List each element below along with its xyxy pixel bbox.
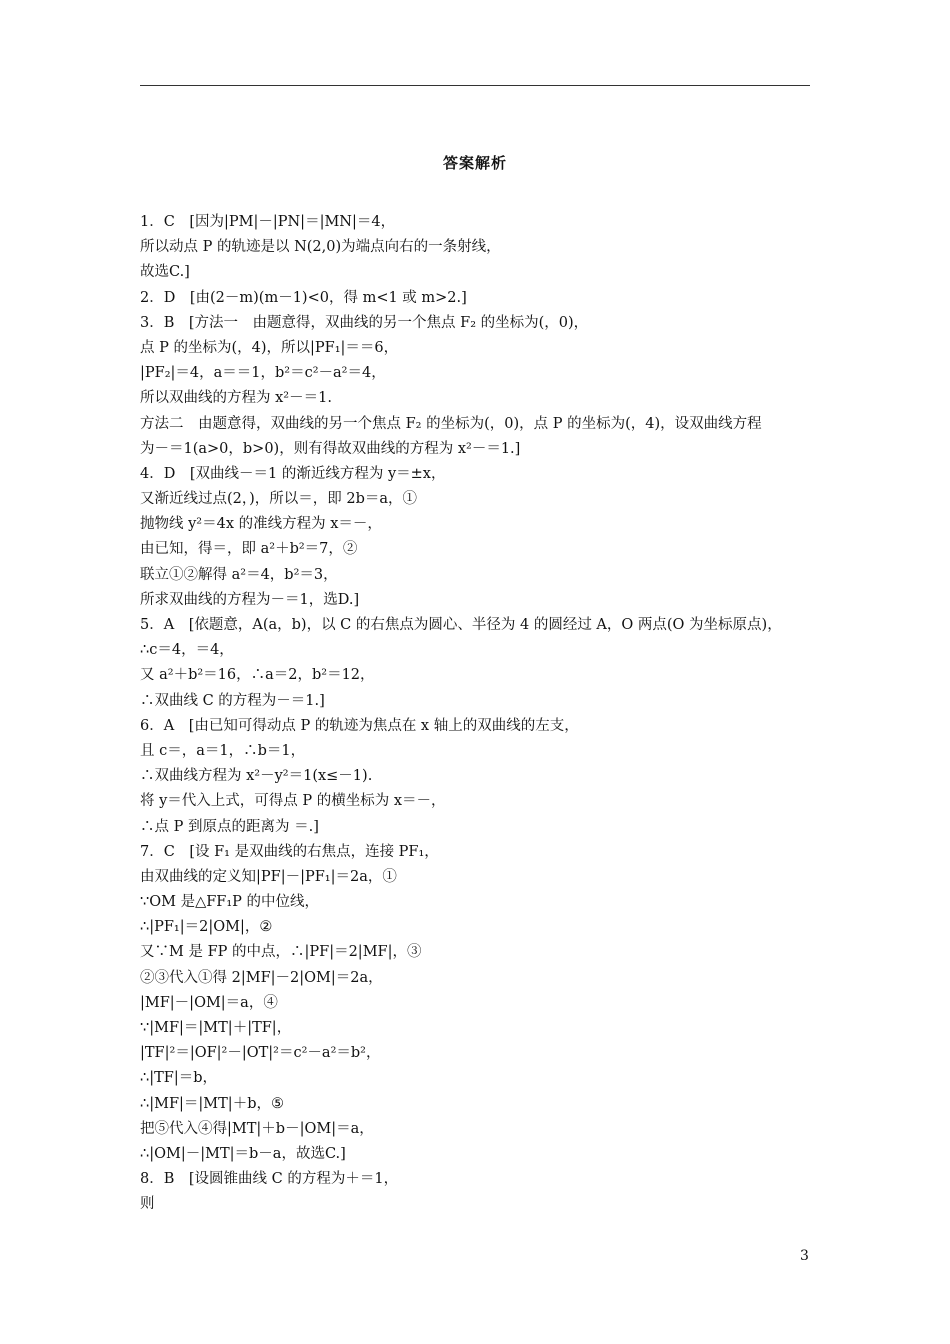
page-number: 3 xyxy=(800,1248,809,1264)
text-line: 又∵M 是 FP 的中点，∴|PF|＝2|MF|，③ xyxy=(140,944,422,961)
text-line: 抛物线 y²＝4x 的准线方程为 x＝－， xyxy=(140,516,382,533)
text-line: ∴|PF₁|＝2|OM|，② xyxy=(140,919,273,936)
text-line: 且 c＝，a＝1，∴b＝1， xyxy=(140,742,306,759)
text-line: 为－＝1(a>0，b>0)，则有得故双曲线的方程为 x²－＝1.] xyxy=(140,440,521,457)
text-line: 联立①②解得 a²＝4，b²＝3， xyxy=(140,566,338,583)
text-line: ∵|MF|＝|MT|＋|TF|， xyxy=(140,1020,292,1036)
text-line: ∴|TF|＝b， xyxy=(140,1070,218,1087)
text-line: ∴点 P 到原点的距离为 ＝.] xyxy=(140,818,319,835)
header-rule xyxy=(140,85,810,86)
text-line: 又渐近线过点(2，)，所以＝，即 2b＝a，① xyxy=(140,491,418,508)
text-line: 由已知，得＝，即 a²＋b²＝7，② xyxy=(140,541,358,558)
document-title: 答案解析 xyxy=(442,154,507,172)
text-line: 7．C [设 F₁ 是双曲线的右焦点，连接 PF₁， xyxy=(140,843,439,860)
text-line: |TF|²＝|OF|²－|OT|²＝c²－a²＝b²， xyxy=(140,1045,381,1062)
text-line: 所求双曲线的方程为－＝1，选D.] xyxy=(140,591,360,608)
text-line: 所以双曲线的方程为 x²－＝1. xyxy=(140,390,332,407)
text-line: |MF|－|OM|＝a，④ xyxy=(140,994,278,1011)
text-line: 故选C.] xyxy=(140,264,190,281)
text-line: 点 P 的坐标为(，4)，所以|PF₁|＝＝6， xyxy=(140,339,399,356)
text-line: 方法二 由题意得，双曲线的另一个焦点 F₂ 的坐标为(，0)，点 P 的坐标为(，4)，设双曲线方程 xyxy=(140,415,762,432)
text-line: 由双曲线的定义知|PF|－|PF₁|＝2a，① xyxy=(140,868,397,885)
text-line: 6．A [由已知可得动点 P 的轨迹为焦点在 x 轴上的双曲线的左支， xyxy=(140,717,579,734)
text-line: ②③代入①得 2|MF|－2|OM|＝2a， xyxy=(140,969,383,986)
text-line: 5．A [依题意，A(a，b)，以 C 的右焦点为圆心、半径为 4 的圆经过 A，O 两点(O 为坐标原点)， xyxy=(140,617,782,633)
text-line: ∵OM 是△FF₁P 的中位线， xyxy=(140,894,320,911)
text-line: ∴c＝4，＝4， xyxy=(140,642,234,659)
text-line: ∴|MF|＝|MT|＋b，⑤ xyxy=(140,1095,284,1112)
text-line: 2．D [由(2－m)(m－1)<0，得 m<1 或 m>2.] xyxy=(140,289,467,306)
text-line: ∴|OM|－|MT|＝b－a，故选C.] xyxy=(140,1145,346,1162)
text-line: 所以动点 P 的轨迹是以 N(2,0)为端点向右的一条射线， xyxy=(140,239,501,256)
text-line: 8．B [设圆锥曲线 C 的方程为＋＝1， xyxy=(140,1171,399,1188)
text-line: ∴双曲线 C 的方程为－＝1.] xyxy=(140,692,325,709)
text-line: 把⑤代入④得|MT|＋b－|OM|＝a， xyxy=(140,1120,374,1137)
text-line: ∴双曲线方程为 x²－y²＝1(x≤－1). xyxy=(140,768,373,785)
text-line: 又 a²＋b²＝16，∴a＝2，b²＝12， xyxy=(140,667,375,684)
text-line: 1．C [因为|PM|－|PN|＝|MN|＝4， xyxy=(140,214,396,230)
answer-body xyxy=(140,210,812,1218)
text-line: 4．D [双曲线－＝1 的渐近线方程为 y＝±x， xyxy=(140,465,446,482)
text-line: 3．B [方法一 由题意得，双曲线的另一个焦点 F₂ 的坐标为(，0)， xyxy=(140,314,589,331)
text-line: |PF₂|＝4，a＝＝1，b²＝c²－a²＝4， xyxy=(140,365,386,382)
text-line: 将 y＝代入上式，可得点 P 的横坐标为 x＝－， xyxy=(140,793,446,810)
text-line: 则 xyxy=(140,1196,155,1213)
